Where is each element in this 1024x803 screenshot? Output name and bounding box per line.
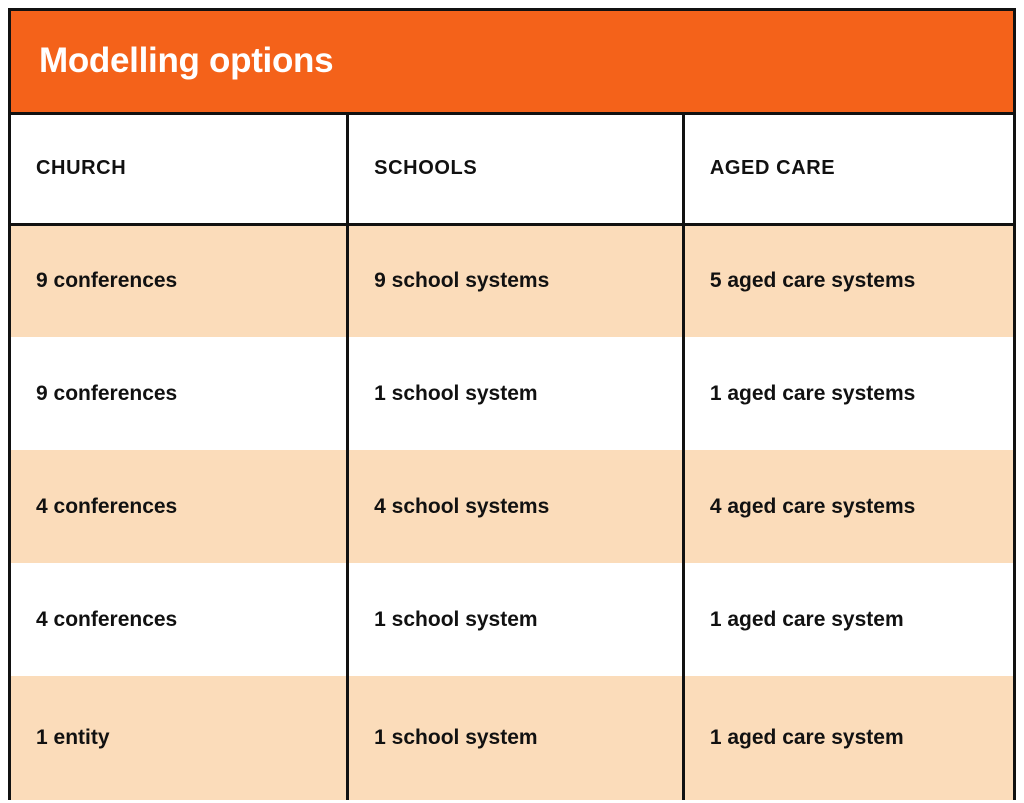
table-cell-church: 1 entity [11, 676, 348, 800]
table-cell-schools: 1 school system [348, 676, 684, 800]
table-cell-schools: 1 school system [348, 337, 684, 450]
table-cell-church: 4 conferences [11, 450, 348, 563]
column-header-schools: SCHOOLS [348, 115, 684, 224]
table-cell-church: 9 conferences [11, 224, 348, 337]
table-cell-aged-care: 5 aged care systems [683, 224, 1013, 337]
table-cell-aged-care: 1 aged care systems [683, 337, 1013, 450]
modelling-options-table [11, 115, 1013, 800]
table-row [11, 337, 1013, 450]
table-row [11, 563, 1013, 676]
modelling-options-table-card [8, 8, 1016, 800]
column-header-church: CHURCH [11, 115, 348, 224]
table-header [11, 115, 1013, 224]
table-body [11, 224, 1013, 800]
table-row [11, 450, 1013, 563]
table-cell-aged-care: 1 aged care system [683, 676, 1013, 800]
column-header-aged-care: AGED CARE [683, 115, 1013, 224]
table-row [11, 224, 1013, 337]
table-cell-church: 9 conferences [11, 337, 348, 450]
table-cell-aged-care: 1 aged care system [683, 563, 1013, 676]
table-row [11, 676, 1013, 800]
table-cell-schools: 1 school system [348, 563, 684, 676]
table-cell-church: 4 conferences [11, 563, 348, 676]
table-cell-schools: 4 school systems [348, 450, 684, 563]
table-cell-aged-care: 4 aged care systems [683, 450, 1013, 563]
table-cell-schools: 9 school systems [348, 224, 684, 337]
table-header-row [11, 115, 1013, 224]
table-title-bar [11, 11, 1013, 115]
page-title: Modelling options [39, 41, 334, 81]
